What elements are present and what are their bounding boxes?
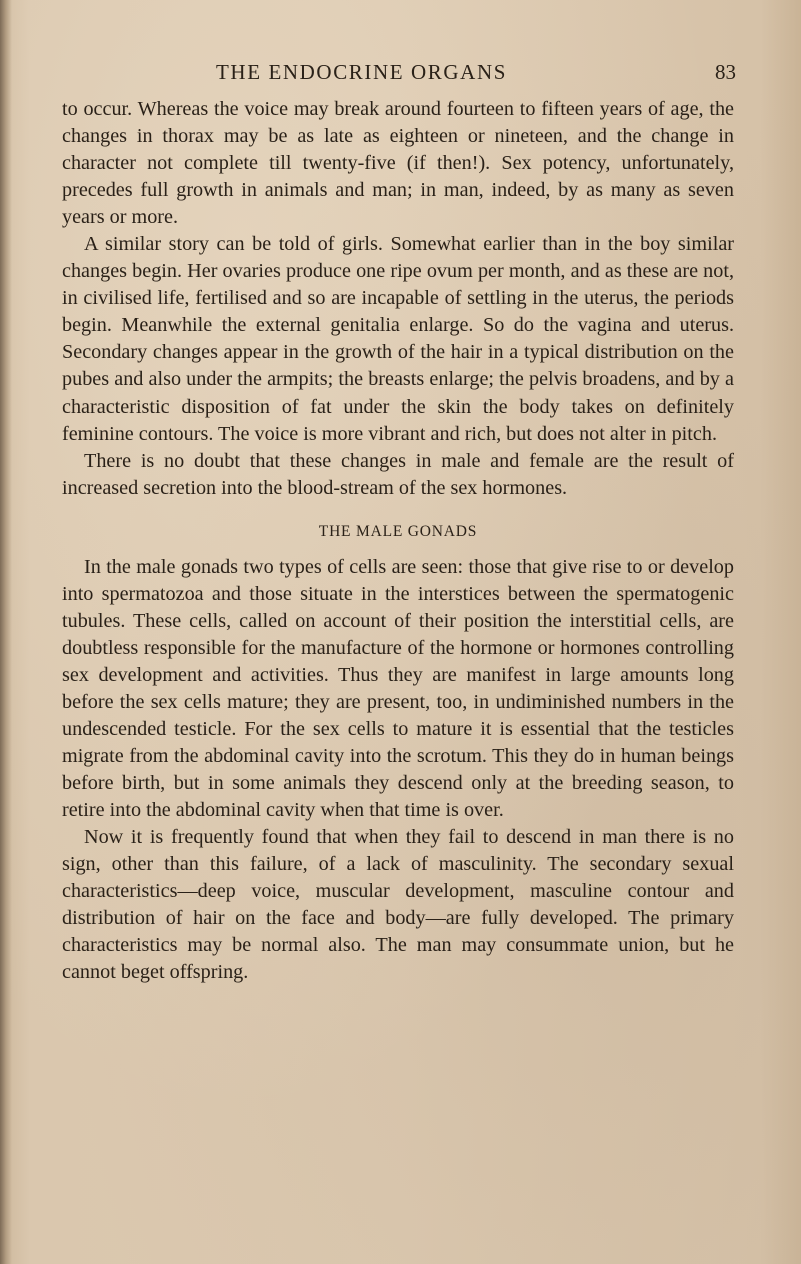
running-head: THE ENDOCRINE ORGANS xyxy=(216,60,507,84)
page-header xyxy=(60,60,736,90)
section-heading: THE MALE GONADS xyxy=(318,522,478,540)
paragraph-girls: A similar story can be told of girls. Somewhat earlier than in the boy similar changes begin. Her ovaries produce one ripe ovum per month, and as these are not, in civilised life, fertilised and so are incapable of settling in the uterus, the periods begin. Meanwhile the external genitalia enlarge. So do the vagina and uterus. Secondary changes appear in the growth of the hair in a typical distribution on the pubes and also under the armpits; the breasts enlarge; the pelvis broadens, and by a characteristic disposition of fat under the skin the body takes on definitely feminine contours. The voice is more vibrant and rich, but does not alter in pitch. xyxy=(62,233,734,445)
page-gutter-shadow xyxy=(0,0,12,1264)
paragraph-continued: to occur. Whereas the voice may break around fourteen to fifteen years of age, the changes in thorax may be as late as eighteen or nineteen, and the change in character not complete till twenty-five (if then!). Sex potency, unfortunately, precedes full growth in animals and man; in man, indeed, by as many as seven years or more. xyxy=(62,98,734,229)
paragraph-undescended: Now it is frequently found that when they fail to descend in man there is no sign, other than this failure, of a lack of masculinity. The secondary sexual characteristics—deep voice, muscular development, masculine contour and distribution of hair on the face and body—are fully developed. The primary characteristics may be normal also. The man may consummate union, but he cannot beget offspring. xyxy=(62,826,734,984)
page-number: 83 xyxy=(715,60,736,84)
paragraph-male-gonads: In the male gonads two types of cells are seen: those that give rise to or develop into spermatozoa and those situate in the interstices between the spermatogenic tubules. These cells, called on account of their position the interstitial cells, are doubtless responsible for the manufacture of the hormone or hormones controlling sex development and activities. Thus they are manifest in large amounts long before the sex cells mature; they are present, too, in undiminished numbers in the undescended testicle. For the sex cells to mature it is essential that the testicles migrate from the abdominal cavity into the scrotum. This they do in human beings before birth, but in some animals they descend only at the breeding season, to retire into the abdominal cavity when that time is over. xyxy=(62,555,734,822)
paragraph-hormones: There is no doubt that these changes in male and female are the result of increased secretion into the blood-stream of the sex hormones. xyxy=(62,449,734,499)
body-text xyxy=(62,96,734,986)
